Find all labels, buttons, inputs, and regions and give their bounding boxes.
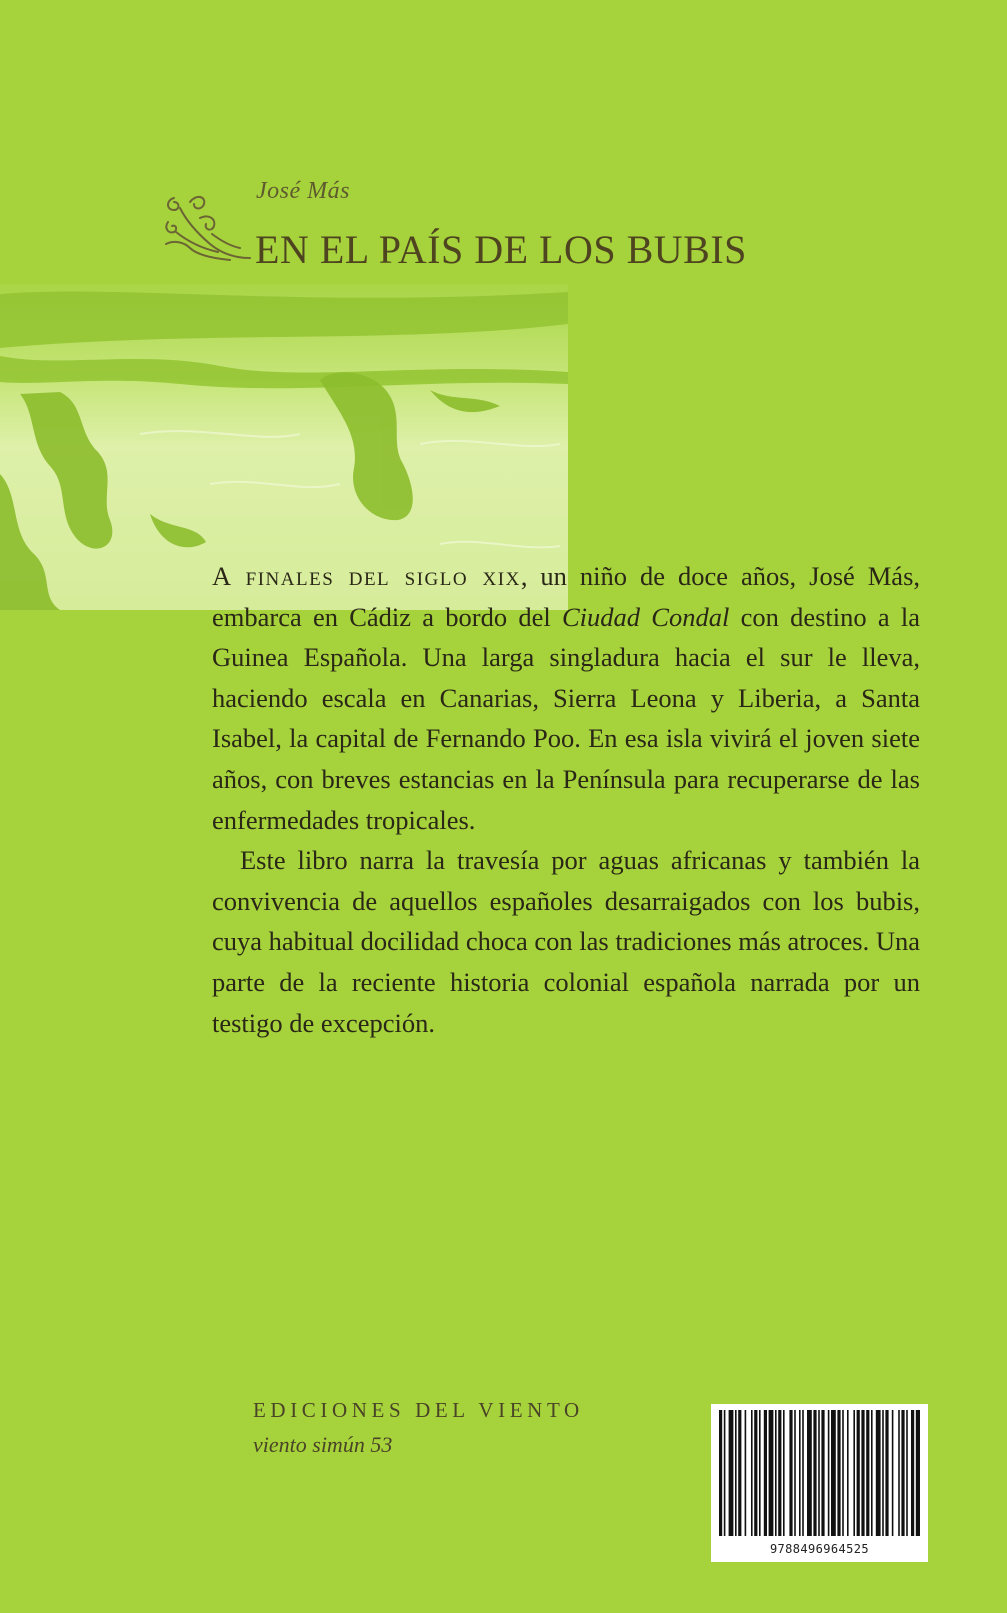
barcode-bar [729, 1410, 734, 1536]
barcode-bar [794, 1410, 796, 1536]
barcode-bar [783, 1410, 785, 1536]
blurb-paragraph-1 [212, 556, 920, 840]
barcode-bar [861, 1410, 864, 1536]
barcode-bar [759, 1410, 761, 1536]
blurb-paragraph-2: Este libro narra la travesía por aguas africanas y también la convivencia de aquellos españoles desarraigados con los bubis, cuya habitual docilidad choca con las tradiciones más atroces. Una parte de la reciente historia colonial española narrada por un testigo de excepción. [212, 845, 920, 1038]
flourish-ornament-icon [160, 188, 252, 266]
barcode-bar [735, 1410, 737, 1536]
barcode-bar [831, 1410, 836, 1536]
barcode-bar [885, 1410, 888, 1536]
blurb-text-1b: con destino a la Guinea Española. Una larga singladura hacia el sur le lleva, haciendo escala en Canarias, Sierra Leona y Liberia, a Santa Isabel, la capital de Fernando Poo. En esa isla vivirá el joven siete años, con breves estancias en la Península para recuperarse de las enfermedades tropicales. [212, 601, 921, 835]
barcode-bar [754, 1410, 757, 1536]
isbn-number: 9788496964525 [769, 1542, 870, 1556]
blurb-text-1a: , un niño de doce años, José Más, embarca en Cádiz a bordo del [212, 561, 921, 632]
barcode-bar [853, 1410, 855, 1536]
blurb-lead-smallcaps: A finales del siglo xix [212, 561, 521, 591]
barcode-label [711, 1404, 928, 1562]
barcode-bar [802, 1410, 804, 1536]
collection-name: viento simún 53 [253, 1432, 393, 1457]
barcode-bar [882, 1410, 884, 1536]
barcode-bar [837, 1410, 840, 1536]
barcode-bar [751, 1410, 753, 1536]
barcode-bar [916, 1410, 920, 1536]
barcode-bar [876, 1410, 881, 1536]
barcode-bar [807, 1410, 812, 1536]
barcode-bar [719, 1410, 722, 1536]
barcode-bar [906, 1410, 908, 1536]
author-name: José Más [256, 178, 350, 204]
barcode-bar [871, 1410, 873, 1536]
barcode-bar [789, 1410, 792, 1536]
barcode-bar [764, 1410, 767, 1536]
back-cover-blurb [212, 556, 920, 1043]
book-title: EN EL PAÍS DE LOS BUBIS [255, 227, 747, 272]
barcode-bar [828, 1410, 830, 1536]
barcode-bar [813, 1410, 816, 1536]
barcode-bar [799, 1410, 801, 1536]
barcode-bar [898, 1410, 900, 1536]
barcode-bar [911, 1410, 914, 1536]
barcode-bar [857, 1410, 860, 1536]
barcode-bar [847, 1410, 849, 1536]
barcode-bar [818, 1410, 820, 1536]
barcode-bar [769, 1410, 774, 1536]
barcode-bar [901, 1410, 904, 1536]
publisher-name: EDICIONES DEL VIENTO [253, 1398, 584, 1422]
barcode-bar [738, 1410, 741, 1536]
barcode-bar [842, 1410, 844, 1536]
barcode-bar [724, 1410, 726, 1536]
ship-name: Ciudad Condal [562, 601, 730, 632]
barcode-bar [821, 1410, 824, 1536]
barcode-icon [719, 1410, 920, 1536]
barcode-bar [745, 1410, 747, 1536]
barcode-bar [778, 1410, 781, 1536]
barcode-bar [866, 1410, 869, 1536]
barcode-bar [892, 1410, 894, 1536]
barcode-bar [775, 1410, 777, 1536]
